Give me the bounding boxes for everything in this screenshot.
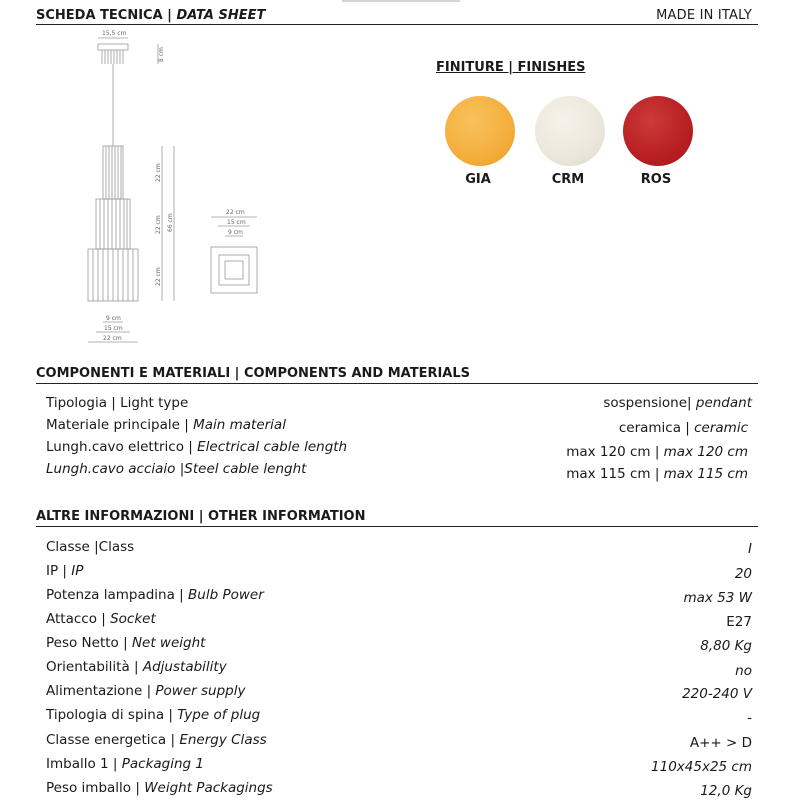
info-row-energy-class — [46, 732, 752, 754]
row-label-it: Alimentazione | — [46, 683, 156, 699]
dim-plan-mid: 15 cm — [227, 219, 246, 226]
row-label-en: Weight Packagings — [144, 780, 273, 796]
plan-outer — [211, 247, 257, 293]
dim-tier-bottom: 22 cm — [155, 267, 162, 286]
row-label-it: Classe energetica | — [46, 732, 180, 748]
row-label-en: Type of plug — [177, 707, 261, 723]
plan-inner — [225, 261, 243, 279]
row-label-it: Tipologia di spina | — [46, 707, 178, 723]
finish-label-crm: CRM — [551, 172, 585, 187]
row-label-it: Materiale principale | — [46, 417, 194, 433]
info-row-plug-type — [46, 707, 752, 729]
row-value-it: sospensione| — [603, 395, 696, 411]
dim-width-mid: 15 cm — [104, 325, 123, 332]
row-label-it: Peso imballo | — [46, 780, 145, 796]
row-label-it: Attacco | — [46, 611, 111, 627]
row-value: 110x45x25 cm — [651, 759, 752, 775]
canopy-ribs — [102, 50, 123, 64]
header-title-it: SCHEDA TECNICA | — [36, 8, 177, 23]
dim-width-large: 22 cm — [103, 335, 122, 342]
top-strip — [342, 0, 460, 2]
dim-plan-large: 22 cm — [226, 209, 245, 216]
row-value: 12,0 Kg — [700, 783, 752, 799]
row-label-en: Light type — [120, 395, 189, 411]
row-value-en: ceramic — [694, 420, 748, 436]
component-row-light-type — [46, 395, 752, 417]
row-label-en: Power supply — [155, 683, 246, 699]
row-label-en: IP — [71, 563, 84, 579]
other-info-title: ALTRE INFORMAZIONI | OTHER INFORMATION — [36, 509, 758, 527]
row-value-en: max 120 cm — [663, 444, 748, 460]
info-row-packaging-weight — [46, 780, 752, 802]
row-value: no — [735, 663, 752, 679]
canopy — [98, 44, 128, 50]
row-label-en: Energy Class — [179, 732, 267, 748]
row-label-it: Imballo 1 | — [46, 756, 122, 772]
info-row-class — [46, 539, 752, 561]
info-row-net-weight — [46, 635, 752, 657]
component-row-main-material — [46, 417, 752, 439]
dim-tier-top: 22 cm — [155, 163, 162, 182]
dim-canopy-height: 8 cm — [158, 47, 165, 62]
row-label-en: Socket — [110, 611, 156, 627]
row-label-en: Bulb Power — [188, 587, 264, 603]
row-label-en: Steel cable lenght — [184, 461, 307, 477]
row-label-it: Orientabilità | — [46, 659, 143, 675]
row-value: I — [748, 541, 752, 557]
row-label-it: IP | — [46, 563, 72, 579]
plan-mid — [219, 255, 249, 285]
info-row-power-supply — [46, 683, 752, 705]
dim-canopy-width: 15,5 cm — [102, 30, 127, 37]
info-row-bulb-power — [46, 587, 752, 609]
row-label-en: Class — [98, 539, 135, 555]
finish-swatch-ros[interactable] — [623, 96, 693, 166]
finish-swatch-gia[interactable] — [445, 96, 515, 166]
finish-label-gia: GIA — [465, 172, 491, 187]
dim-tier-mid: 22 cm — [155, 215, 162, 234]
dim-plan-small: 9 cm — [228, 229, 243, 236]
row-value: A++ > D — [689, 735, 752, 751]
row-value-en: max 115 cm — [663, 466, 748, 482]
row-label-it: Lungh.cavo acciaio | — [46, 461, 185, 477]
made-in-label: MADE IN ITALY — [656, 8, 752, 23]
row-value: 8,80 Kg — [700, 638, 752, 654]
finishes-title: FINITURE | FINISHES — [436, 60, 586, 75]
row-label-en: Net weight — [131, 635, 206, 651]
row-value-it: ceramica | — [618, 420, 695, 436]
component-row-electrical-cable — [46, 439, 752, 461]
row-label-it: Potenza lampadina | — [46, 587, 189, 603]
row-value: E27 — [726, 614, 752, 630]
row-label-it: Tipologia | — [46, 395, 121, 411]
finish-swatch-crm[interactable] — [535, 96, 605, 166]
row-value-it: max 120 cm | — [566, 444, 664, 460]
row-value: max 53 W — [683, 590, 752, 606]
row-label-en: Electrical cable length — [197, 439, 348, 455]
row-value: 20 — [734, 566, 752, 582]
component-row-steel-cable — [46, 461, 752, 483]
row-value: - — [747, 710, 752, 726]
header-title-en: DATA SHEET — [176, 8, 266, 23]
technical-drawing — [0, 0, 340, 360]
components-title: COMPONENTI E MATERIALI | COMPONENTS AND MATERIALS — [36, 366, 758, 384]
dim-total-height: 66 cm — [167, 213, 174, 232]
info-row-packaging — [46, 756, 752, 778]
row-label-it: Peso Netto | — [46, 635, 132, 651]
dim-width-small: 9 cm — [106, 315, 121, 322]
row-value-en: pendant — [695, 395, 752, 411]
row-label-en: Packaging 1 — [121, 756, 205, 772]
info-row-socket — [46, 611, 752, 633]
info-row-ip — [46, 563, 752, 585]
row-value-it: max 115 cm | — [566, 466, 664, 482]
row-label-it: Classe | — [46, 539, 99, 555]
row-label-it: Lungh.cavo elettrico | — [46, 439, 198, 455]
tier-mid — [96, 199, 130, 249]
info-row-adjustability — [46, 659, 752, 681]
row-value: 220-240 V — [682, 686, 752, 702]
finish-label-ros: ROS — [640, 172, 672, 187]
row-label-en: Main material — [193, 417, 286, 433]
row-label-en: Adjustability — [142, 659, 227, 675]
